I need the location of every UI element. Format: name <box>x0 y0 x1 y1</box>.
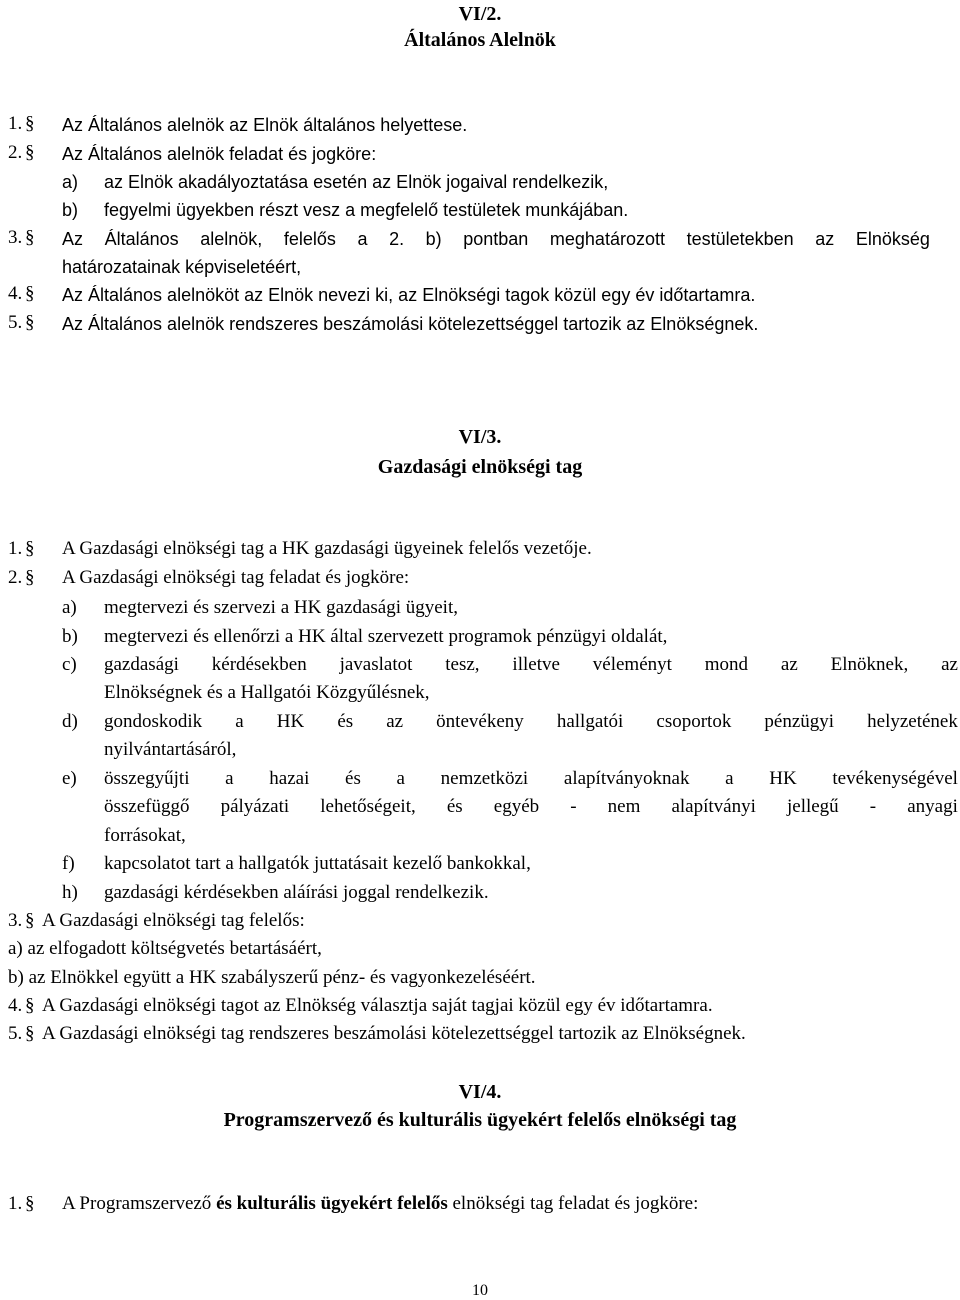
word: összefüggő <box>104 796 190 817</box>
list-number: 2. <box>8 567 23 588</box>
page-number: 10 <box>472 1282 488 1299</box>
word: öntevékeny <box>436 711 524 732</box>
sub-item-text-cont: Elnökségnek és a Hallgatói Közgyűlésnek, <box>104 682 430 703</box>
justified-line <box>104 654 958 676</box>
word: 2. <box>389 229 405 249</box>
word: HK <box>769 768 797 789</box>
word: az <box>815 229 835 249</box>
word: anyagi <box>907 796 958 817</box>
word: alapítványoknak <box>563 768 690 789</box>
list-number: 1. <box>8 113 23 134</box>
word: gazdasági <box>104 654 179 675</box>
word: és <box>337 711 354 732</box>
justified-line <box>104 768 958 790</box>
sub-letter: d) <box>62 711 78 732</box>
word: és <box>446 796 463 817</box>
list-item-text: Az Általános alelnök az Elnök általános helyettese. <box>62 115 468 135</box>
list-number: 4. <box>8 283 23 304</box>
section-sign-icon: § <box>25 910 35 931</box>
sub-letter: h) <box>62 882 78 903</box>
section-sign-icon: § <box>25 538 35 559</box>
sub-item-text: kapcsolatot tart a hallgatók juttatásait kezelő bankokkal, <box>104 853 531 874</box>
list-item-text: Az Általános alelnököt az Elnök nevezi ki, az Elnökségi tagok közül egy év időtartamra. <box>62 285 756 305</box>
word: testületekben <box>686 229 794 249</box>
section-title: Általános Alelnök <box>404 29 556 51</box>
section-sign-icon: § <box>25 1193 35 1214</box>
list-item-text <box>62 229 930 250</box>
section-number: VI/4. <box>458 1081 502 1103</box>
word: jellegű <box>786 796 839 817</box>
word: Általános <box>104 229 179 249</box>
justified-line <box>62 229 930 250</box>
section-number: VI/2. <box>458 3 502 25</box>
sub-letter: b) <box>62 200 79 220</box>
justified-line <box>104 796 958 818</box>
section-title: Programszervező és kulturális ügyekért felelős elnökségi tag <box>223 1109 737 1131</box>
section-sign-icon: § <box>25 283 35 304</box>
section-sign-icon: § <box>25 567 35 588</box>
word: az <box>780 654 798 675</box>
word: és <box>345 768 361 789</box>
sub-letter: f) <box>62 853 75 874</box>
word: pályázati <box>220 796 290 817</box>
word: a <box>396 768 405 789</box>
word: nemzetközi <box>440 768 529 789</box>
sub-letter: a) <box>62 597 77 618</box>
list-item-text: A Gazdasági elnökségi tagot az Elnökség választja saját tagjai közül egy év időtartamra. <box>42 995 713 1016</box>
word: kérdésekben <box>211 654 307 675</box>
sub-item-text <box>104 654 958 676</box>
list-number: 3. <box>8 910 23 931</box>
word: HK <box>276 711 305 732</box>
list-item-text-cont: határozatainak képviseletéért, <box>62 257 302 277</box>
list-number: 5. <box>8 1023 23 1044</box>
word: hazai <box>269 768 310 789</box>
section-number: VI/3. <box>458 426 502 448</box>
list-number: 5. <box>8 312 23 333</box>
section-sign-icon: § <box>25 142 35 163</box>
word: csoportok <box>656 711 732 732</box>
sub-item-text-cont <box>104 796 958 818</box>
sub-item-text: a) az elfogadott költségvetés betartásáért, <box>8 938 322 959</box>
text-run: A Programszervező <box>62 1193 217 1214</box>
sub-letter: c) <box>62 654 77 675</box>
word: nem <box>607 796 641 817</box>
word: pénzügyi <box>764 711 835 732</box>
list-item-text: A Gazdasági elnökségi tag rendszeres beszámolási kötelezettséggel tartozik az Elnökségnek. <box>42 1023 746 1044</box>
sub-item-text: b) az Elnökkel együtt a HK szabályszerű pénz- és vagyonkezeléséért. <box>8 967 536 988</box>
sub-item-text-cont: forrásokat, <box>104 825 186 846</box>
word: összegyűjti <box>104 768 190 789</box>
word: Elnöknek, <box>830 654 909 675</box>
word: alapítványi <box>671 796 756 817</box>
word: felelős <box>283 229 336 249</box>
list-item-text: Az Általános alelnök feladat és jogköre: <box>62 144 377 164</box>
word: tesz, <box>445 654 480 675</box>
section-sign-icon: § <box>25 312 35 333</box>
list-item-text: A Gazdasági elnökségi tag feladat és jogköre: <box>62 567 410 588</box>
section-sign-icon: § <box>25 113 35 134</box>
section-title: Gazdasági elnökségi tag <box>377 456 583 478</box>
sub-letter: b) <box>62 626 78 647</box>
section-sign-icon: § <box>25 995 35 1016</box>
word: a <box>357 229 368 249</box>
word: hallgatói <box>556 711 624 732</box>
word: javaslatot <box>339 654 413 675</box>
list-number: 2. <box>8 142 23 163</box>
word: meghatározott <box>549 229 665 249</box>
sub-item-text-cont: nyilvántartásáról, <box>104 739 237 760</box>
list-item-text <box>62 1193 698 1215</box>
bold-text-run: és kulturális ügyekért felelős <box>216 1193 448 1214</box>
word: - <box>869 796 877 817</box>
text-run: elnökségi tag feladat és jogköre: <box>447 1193 699 1214</box>
word: Elnökség <box>855 229 930 249</box>
word: lehetőségeit, <box>320 796 416 817</box>
list-number: 4. <box>8 995 23 1016</box>
list-item-text: A Gazdasági elnökségi tag a HK gazdasági ügyeinek felelős vezetője. <box>62 538 592 559</box>
word: a <box>725 768 734 789</box>
section-sign-icon: § <box>25 227 35 248</box>
word: illetve <box>512 654 560 675</box>
word: az <box>941 654 958 675</box>
section-sign-icon: § <box>25 1023 35 1044</box>
sub-item-text: megtervezi és szervezi a HK gazdasági ügyeit, <box>104 597 458 618</box>
sub-letter: e) <box>62 768 77 789</box>
word: az <box>386 711 404 732</box>
word: tevékenységével <box>832 768 958 789</box>
word: helyzetének <box>867 711 958 732</box>
word: egyéb <box>493 796 540 817</box>
sub-letter: a) <box>62 172 79 192</box>
list-number: 3. <box>8 227 23 248</box>
word: alelnök, <box>200 229 263 249</box>
word: b) <box>425 229 442 249</box>
sub-item-text: gazdasági kérdésekben aláírási joggal rendelkezik. <box>104 882 489 903</box>
sub-item-text: megtervezi és ellenőrzi a HK által szervezett programok pénzügyi oldalát, <box>104 626 668 647</box>
word: a <box>225 768 234 789</box>
list-item-text: A Gazdasági elnökségi tag felelős: <box>42 910 305 931</box>
word: véleményt <box>592 654 672 675</box>
word: mond <box>704 654 749 675</box>
word: pontban <box>463 229 529 249</box>
sub-item-text: az Elnök akadályoztatása esetén az Elnök jogaival rendelkezik, <box>104 172 609 192</box>
sub-item-text <box>104 768 958 790</box>
word: gondoskodik <box>104 711 203 732</box>
word: a <box>235 711 244 732</box>
sub-item-text <box>104 711 958 733</box>
list-number: 1. <box>8 538 23 559</box>
word: - <box>570 796 577 817</box>
list-number: 1. <box>8 1193 23 1214</box>
sub-item-text: fegyelmi ügyekben részt vesz a megfelelő testületek munkájában. <box>104 200 629 220</box>
word: Az <box>62 229 84 249</box>
list-item-text: Az Általános alelnök rendszeres beszámolási kötelezettséggel tartozik az Elnökségnek. <box>62 314 759 334</box>
justified-line <box>104 711 958 733</box>
